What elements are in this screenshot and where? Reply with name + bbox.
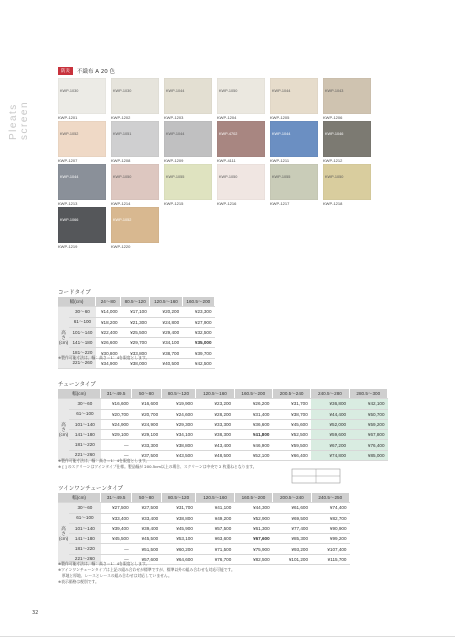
fabric-swatch	[270, 164, 318, 207]
price-cell: ¥16,600	[132, 399, 162, 409]
swatch-code-inner: KWP-4702	[219, 132, 238, 136]
price-cell: ¥38,700	[150, 348, 182, 358]
swatch-code-inner: KWP-1044	[166, 89, 185, 93]
table-row	[58, 327, 215, 337]
column-header: 160.5〜200	[234, 389, 272, 399]
price-cell: ¥38,700	[272, 409, 310, 419]
price-cell: ¥67,600	[234, 534, 272, 544]
price-cell: ¥37,500	[132, 450, 162, 460]
swatch-code-inner: KWP-1066	[60, 218, 79, 222]
row-header: 221〜260	[69, 358, 96, 368]
swatch-chip	[111, 207, 159, 243]
table-row	[58, 534, 350, 544]
twin-note-3: 厚地と厚地、レースとレースの組み合わせは対応していません。	[58, 573, 172, 578]
price-cell: ¥42,100	[349, 399, 387, 409]
price-cell: ¥52,000	[311, 419, 349, 429]
chain-note-2: ※ [ ] のスクリーンはツインタイプ仕様。製品幅が 200.5cm以上の場合、スクリーンは中央で 2 枚重ねとなります。	[58, 464, 257, 469]
swatch-code: KWP-1209	[164, 158, 184, 163]
price-cell: ¥107,400	[311, 544, 349, 554]
row-axis-label: 高さ(cm)	[58, 399, 69, 461]
swatch-code-inner: KWP-1044	[60, 175, 79, 179]
price-cell: ¥53,100	[161, 534, 196, 544]
column-header: 240.5〜250	[311, 493, 349, 503]
column-header: 幅(cm)	[58, 493, 101, 503]
swatch-chip	[164, 121, 212, 157]
swatch-code: KWP-1201	[58, 115, 78, 120]
flame-retardant-badge: 防炎	[58, 67, 73, 75]
swatch-code-inner: KWP-1055	[166, 175, 185, 179]
fabric-swatch	[111, 121, 159, 164]
fabric-swatch	[217, 78, 265, 121]
price-cell: ¥60,200	[161, 544, 196, 554]
price-cell: ¥74,800	[311, 450, 349, 460]
swatch-code: KWP-1204	[217, 115, 237, 120]
swatch-code-inner: KWP-1043	[325, 89, 344, 93]
price-cell: ¥43,400	[196, 440, 234, 450]
swatch-chip	[270, 78, 318, 114]
row-axis-label: 高さ(cm)	[58, 307, 69, 369]
price-cell: ¥67,200	[311, 440, 349, 450]
swatch-code: KWP-4111	[217, 158, 236, 163]
row-header: 141〜180	[69, 338, 96, 348]
price-cell: ¥36,600	[234, 419, 272, 429]
table-header-row	[58, 493, 350, 503]
price-cell: ¥71,500	[196, 544, 234, 554]
row-header: 181〜220	[69, 544, 100, 554]
column-header: 幅(cm)	[58, 389, 101, 399]
fabric-swatch	[111, 78, 159, 121]
swatch-chip	[323, 78, 371, 114]
price-cell: ¥67,800	[349, 430, 387, 440]
price-cell: ¥27,900	[182, 317, 214, 327]
swatch-code-inner: KWP-1050	[219, 175, 238, 179]
price-cell: ¥40,500	[150, 358, 182, 368]
fabric-swatch	[323, 121, 371, 164]
price-cell: ¥14,000	[96, 307, 121, 317]
table-row	[58, 440, 388, 450]
swatch-code: KWP-1215	[164, 201, 184, 206]
swatch-chip	[323, 164, 371, 200]
row-header: 101〜140	[69, 419, 100, 429]
price-cell: ¥99,200	[311, 534, 349, 544]
swatch-code-inner: KWP-1044	[272, 132, 291, 136]
swatch-code-inner: KWP-1052	[60, 132, 79, 136]
price-cell: ¥82,500	[234, 554, 272, 564]
price-cell: ¥27,500	[101, 503, 132, 513]
price-cell: ¥31,700	[272, 399, 310, 409]
swatch-code-inner: KWP-1046	[325, 132, 344, 136]
column-header: 120.5〜160	[150, 297, 182, 307]
row-header: 141〜180	[69, 534, 100, 544]
price-cell: ¥42,500	[182, 358, 214, 368]
table-row	[58, 503, 350, 513]
price-cell: ¥24,900	[132, 419, 162, 429]
price-cell: ¥20,700	[101, 409, 132, 419]
price-cell: ¥32,500	[182, 327, 214, 337]
section-title: 不織布 A 20 色	[77, 69, 116, 75]
row-header: 141〜180	[69, 430, 100, 440]
fabric-swatch	[58, 121, 106, 164]
price-cell: ¥49,200	[196, 513, 234, 523]
fabric-swatch	[58, 164, 106, 207]
swatch-chip	[217, 78, 265, 114]
price-cell: ¥28,200	[196, 409, 234, 419]
table-header-row	[58, 297, 215, 307]
price-cell: ¥33,300	[196, 419, 234, 429]
column-header: 50〜80	[132, 389, 162, 399]
price-cell: ¥19,900	[161, 399, 196, 409]
column-header: 31〜49.5	[101, 493, 132, 503]
swatch-chip	[111, 164, 159, 200]
price-cell: ¥57,600	[132, 554, 162, 564]
swatch-chip	[58, 78, 106, 114]
price-cell: ¥29,300	[161, 419, 196, 429]
price-cell: ¥16,600	[101, 399, 132, 409]
row-header: 221〜260	[69, 450, 100, 460]
price-cell: ¥115,700	[311, 554, 349, 564]
column-header: 200.5〜240	[272, 389, 310, 399]
fabric-swatch	[111, 207, 159, 250]
chain-price-table	[58, 389, 388, 461]
swatch-code-inner: KWP-1055	[272, 175, 291, 179]
table-row	[58, 513, 350, 523]
price-cell: ¥23,300	[182, 307, 214, 317]
price-cell: ¥61,600	[273, 503, 311, 513]
row-header: 30〜60	[69, 399, 100, 409]
chain-table-title: チェーンタイプ	[58, 382, 96, 388]
price-cell: ¥33,300	[132, 440, 162, 450]
swatch-code: KWP-1219	[58, 244, 78, 249]
price-cell: ¥44,400	[311, 409, 349, 419]
fabric-swatch	[270, 121, 318, 164]
row-header: 61〜100	[69, 317, 96, 327]
price-cell: ¥30,800	[96, 348, 121, 358]
column-header: 50〜80	[132, 493, 162, 503]
twin-notes	[58, 561, 235, 585]
price-cell: ¥17,100	[121, 307, 150, 317]
swatch-code-inner: KWP-1050	[219, 89, 238, 93]
price-cell: ¥41,100	[196, 503, 234, 513]
price-cell: ¥48,500	[196, 450, 234, 460]
cord-note: ※製作可能寸法は、幅：高さ＝1：4を限度とします。	[58, 355, 150, 360]
swatch-code: KWP-1214	[111, 201, 131, 206]
column-header: 120.5〜160	[196, 389, 234, 399]
row-header: 181〜220	[69, 440, 100, 450]
cord-table-title: コードタイプ	[58, 290, 91, 296]
price-cell: ¥59,200	[349, 419, 387, 429]
swatch-code-inner: KWP-1044	[166, 132, 185, 136]
row-header: 30〜60	[69, 307, 96, 317]
table-row	[58, 523, 350, 533]
price-cell: ¥33,800	[121, 348, 150, 358]
price-cell: ¥21,300	[121, 317, 150, 327]
twin-price-table	[58, 493, 350, 565]
price-cell: ¥34,900	[96, 358, 121, 368]
fabric-swatch	[323, 164, 371, 207]
price-cell: ¥22,400	[96, 327, 121, 337]
column-header: 80.5〜120	[161, 389, 196, 399]
table-row	[58, 430, 388, 440]
price-cell: ¥20,200	[150, 307, 182, 317]
swatch-code: KWP-1216	[217, 201, 237, 206]
price-cell: ¥59,600	[311, 430, 349, 440]
price-cell: ¥75,900	[234, 544, 272, 554]
price-cell: ¥69,500	[273, 513, 311, 523]
swatch-chip	[111, 78, 159, 114]
price-cell: ¥61,300	[234, 523, 272, 533]
price-cell: ¥39,400	[101, 523, 132, 533]
fabric-swatch	[164, 164, 212, 207]
swatch-chip	[217, 164, 265, 200]
price-cell: ¥33,400	[132, 513, 162, 523]
price-cell: ¥25,500	[121, 327, 150, 337]
swatch-chip	[270, 164, 318, 200]
price-cell: ¥44,300	[234, 503, 272, 513]
column-header: 200.5〜240	[273, 493, 311, 503]
price-cell: ¥59,500	[272, 440, 310, 450]
swatch-chip	[323, 121, 371, 157]
row-header: 30〜60	[69, 503, 100, 513]
price-cell: ¥52,500	[272, 430, 310, 440]
price-cell: ¥76,700	[196, 554, 234, 564]
swatch-code: KWP-1217	[270, 201, 290, 206]
fabric-swatch	[217, 121, 265, 164]
fabric-swatch	[164, 78, 212, 121]
column-header: 280.5〜300	[349, 389, 387, 399]
swatch-code-inner: KWP-1050	[325, 175, 344, 179]
row-header: 101〜140	[69, 327, 96, 337]
price-cell: ¥85,000	[349, 450, 387, 460]
price-cell: ¥52,100	[234, 450, 272, 460]
column-header: 80.5〜120	[161, 493, 196, 503]
price-cell: ¥35,000	[182, 338, 214, 348]
fabric-swatch	[217, 164, 265, 207]
table-row	[58, 307, 215, 317]
price-cell: ¥18,200	[96, 317, 121, 327]
swatch-code: KWP-1208	[111, 158, 131, 163]
row-axis-label: 高さ(cm)	[58, 503, 69, 565]
price-cell: ¥39,700	[182, 348, 214, 358]
price-cell: ¥29,700	[121, 338, 150, 348]
swatch-code: KWP-1207	[58, 158, 78, 163]
swatch-chip	[58, 121, 106, 157]
fabric-swatch	[164, 121, 212, 164]
fabric-swatch	[270, 78, 318, 121]
table-row	[58, 338, 215, 348]
column-header: 160.5〜200	[234, 493, 272, 503]
fabric-swatch	[111, 164, 159, 207]
twin-note-1: ※製作可能寸法は、幅：高さ＝1：4を限度とします。	[58, 561, 150, 566]
price-cell: ¥29,100	[132, 430, 162, 440]
price-cell: ¥101,200	[273, 554, 311, 564]
price-cell: ¥31,400	[234, 409, 272, 419]
price-cell: ¥39,400	[132, 523, 162, 533]
column-header: 80.5〜120	[121, 297, 150, 307]
twin-note-4: ※表示価格は税別です。	[58, 579, 99, 584]
swatch-grid	[58, 78, 398, 250]
swatch-code: KWP-1212	[323, 158, 343, 163]
fabric-swatch	[58, 78, 106, 121]
price-cell: ¥41,800	[234, 430, 272, 440]
price-cell: ¥26,600	[96, 338, 121, 348]
row-header: 101〜140	[69, 523, 100, 533]
price-cell: ¥45,500	[101, 534, 132, 544]
price-cell: ¥34,100	[150, 338, 182, 348]
swatch-code-inner: KWP-1044	[272, 89, 291, 93]
swatch-chip	[58, 164, 106, 200]
price-cell: —	[101, 554, 132, 564]
row-header: 221〜260	[69, 554, 100, 564]
price-cell: ¥45,900	[161, 523, 196, 533]
price-cell: ¥45,500	[132, 534, 162, 544]
fabric-swatch	[58, 207, 106, 250]
price-cell: ¥26,200	[234, 399, 272, 409]
price-cell: —	[101, 450, 132, 460]
footer-divider	[0, 636, 455, 637]
page-number: 32	[32, 610, 39, 616]
price-cell: ¥36,800	[311, 399, 349, 409]
price-cell: ¥64,600	[161, 554, 196, 564]
price-cell: ¥20,700	[132, 409, 162, 419]
price-cell: ¥63,600	[196, 534, 234, 544]
price-cell: —	[101, 440, 132, 450]
table-row	[58, 317, 215, 327]
price-cell: —	[101, 544, 132, 554]
column-header: 24〜80	[96, 297, 121, 307]
swatch-code: KWP-1202	[111, 115, 131, 120]
row-header: 61〜100	[69, 409, 100, 419]
chain-note-1: ※製作可能寸法は、幅：高さ＝1：4を限度とします。	[58, 458, 150, 463]
twin-table-title: ツインワンチェーンタイプ	[58, 486, 123, 492]
price-cell: ¥23,200	[196, 399, 234, 409]
column-header: 240.5〜280	[311, 389, 349, 399]
swatch-code: KWP-1213	[58, 201, 78, 206]
price-cell: ¥50,700	[349, 409, 387, 419]
price-cell: ¥24,900	[101, 419, 132, 429]
price-cell: ¥45,600	[272, 419, 310, 429]
section-header	[58, 67, 115, 75]
price-cell: ¥52,900	[234, 513, 272, 523]
table-row	[58, 399, 388, 409]
price-cell: ¥51,500	[132, 544, 162, 554]
table-header-row	[58, 389, 388, 399]
price-cell: ¥33,400	[101, 513, 132, 523]
swatch-code: KWP-1211	[270, 158, 290, 163]
swatch-code: KWP-1218	[323, 201, 343, 206]
swatch-code: KWP-1220	[111, 244, 131, 249]
price-cell: ¥31,700	[161, 503, 196, 513]
fabric-swatch	[323, 78, 371, 121]
swatch-code: KWP-1205	[270, 115, 290, 120]
swatch-code-inner: KWP-1050	[113, 175, 132, 179]
column-header: 幅(cm)	[58, 297, 96, 307]
price-cell: ¥43,500	[161, 450, 196, 460]
price-cell: ¥24,800	[150, 317, 182, 327]
table-row	[58, 419, 388, 429]
price-cell: ¥76,400	[349, 440, 387, 450]
price-cell: ¥24,600	[161, 409, 196, 419]
price-cell: ¥29,400	[150, 327, 182, 337]
side-title: Pleats screen	[8, 100, 30, 140]
column-header: 31〜49.5	[101, 389, 132, 399]
price-cell: ¥34,100	[161, 430, 196, 440]
price-cell: ¥46,900	[234, 440, 272, 450]
price-cell: ¥57,500	[196, 523, 234, 533]
price-cell: ¥85,300	[273, 534, 311, 544]
swatch-chip	[164, 164, 212, 200]
price-cell: ¥38,800	[161, 513, 196, 523]
price-cell: ¥38,300	[196, 430, 234, 440]
twin-screen-diagram	[290, 466, 342, 486]
swatch-chip	[111, 121, 159, 157]
price-cell: ¥29,100	[101, 430, 132, 440]
row-header: 181〜220	[69, 348, 96, 358]
swatch-chip	[164, 78, 212, 114]
swatch-code: KWP-1203	[164, 115, 184, 120]
price-cell: ¥82,700	[311, 513, 349, 523]
column-header: 160.5〜200	[182, 297, 214, 307]
swatch-code-inner: KWP-1051	[113, 132, 132, 136]
price-cell: ¥90,900	[311, 523, 349, 533]
swatch-chip	[217, 121, 265, 157]
swatch-chip	[270, 121, 318, 157]
swatch-code-inner: KWP-1030	[113, 89, 132, 93]
price-cell: ¥93,200	[273, 544, 311, 554]
swatch-chip	[58, 207, 106, 243]
swatch-code-inner: KWP-1030	[60, 89, 79, 93]
price-cell: ¥66,400	[272, 450, 310, 460]
swatch-code-inner: KWP-1052	[113, 218, 132, 222]
chain-notes	[58, 458, 257, 470]
swatch-code: KWP-1206	[323, 115, 343, 120]
twin-note-2: ※ツインワンチェーンタイプは上記の組み合わせが標準ですが、標準以外の組み合わせも対応可能です。	[58, 567, 235, 572]
price-cell: ¥38,000	[121, 358, 150, 368]
table-row	[58, 409, 388, 419]
price-cell: ¥27,500	[132, 503, 162, 513]
price-cell: ¥74,400	[311, 503, 349, 513]
table-row	[58, 544, 350, 554]
column-header: 120.5〜160	[196, 493, 234, 503]
row-header: 61〜100	[69, 513, 100, 523]
price-cell: ¥38,800	[161, 440, 196, 450]
price-cell: ¥77,400	[273, 523, 311, 533]
